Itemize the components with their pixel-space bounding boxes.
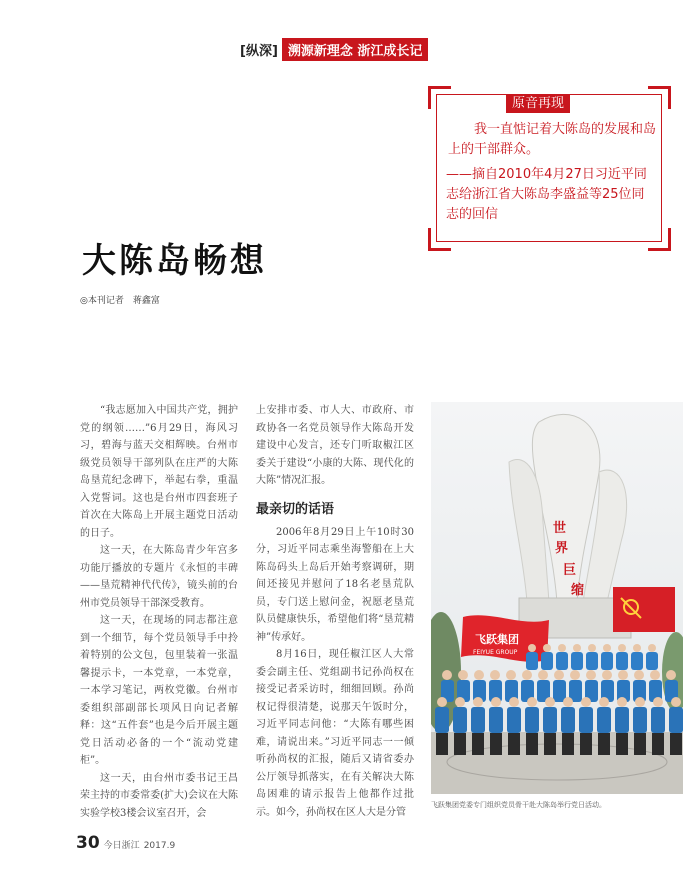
- photo-caption: 飞跃集团党委专门组织党员骨干赴大陈岛举行党日活动。: [431, 801, 606, 809]
- svg-text:缩: 缩: [571, 583, 585, 598]
- paragraph: “我志愿加入中国共产党，拥护党的纲领……”6月29日，海风习习，碧海与蓝天交相辉映。台州市级党员领导干部列队在庄严的大陈岛垦荒纪念碑下，举起右拳，重温入党誓词。这也是台州市四套班子首次在大陈岛上开展主题党日活动的日子。: [80, 405, 238, 539]
- banner-text: 飞跃集团: [475, 633, 519, 646]
- quote-source: ——摘自2010年4月27日习近平同志给浙江省大陈岛李盛益等25位同志的回信: [446, 167, 647, 222]
- page-footer: [76, 833, 175, 853]
- quote-corner: [428, 86, 451, 109]
- svg-text:巨: 巨: [563, 563, 577, 578]
- paragraph: 这一天，在现场的同志都注意到一个细节，每个党员领导手中拎着特别的公文包，包里装着一张温馨提示卡，一本党章，一本党章，一本学习笔记，两枚党徽。台州市委组织部副部长项风日向记者解释：这“五件套”也是今后开展主题党日活动必备的一个“流动党建柜”。: [80, 615, 238, 766]
- section-title: 溯源新理念 浙江成长记: [282, 38, 429, 61]
- section-header: [240, 38, 438, 60]
- article-column-1: [80, 402, 238, 822]
- quote-tag: 原音再现: [506, 95, 570, 113]
- quote-text: 我一直惦记着大陈岛的发展和岛上的干部群众。: [448, 122, 657, 157]
- paragraph: 8月16日，现任椒江区人大常委会副主任、党组副书记孙尚权在接受记者采访时，细细回顾。孙尚权记得很清楚，说那天午饭时分，习近平同志问他：“大陈有哪些困难，请说出来。”习近平同志一一倾听孙尚权的汇报，随后又请省委办公厅领导抓落实，在有关解决大陈岛困难的请示报告上他都作过批示。如今，孙尚权在区人大是分管: [256, 649, 414, 818]
- paragraph: 上安排市委、市人大、市政府、市政协各一名党员领导作大陈岛开发建设中心发言，还专门听取椒江区委关于建设“小康的大陈、现代化的大陈”情况汇报。: [256, 405, 414, 486]
- issue-date: 2017.9: [143, 841, 176, 851]
- subheading: 最亲切的话语: [256, 502, 335, 517]
- svg-text:界: 界: [555, 541, 569, 556]
- quote-corner: [428, 228, 451, 251]
- paragraph: 这一天，由台州市委书记王昌荣主持的市委常委(扩大)会议在大陈实验学校3楼会议室召开，会: [80, 772, 238, 819]
- photo-illustration: [431, 402, 683, 794]
- quote-corner: [648, 86, 671, 109]
- group-photo: [431, 402, 683, 794]
- page-number: 30: [76, 833, 100, 853]
- byline: ◎本刊记者 蒋鑫富: [80, 296, 160, 306]
- article-title: 大陈岛畅想: [82, 241, 267, 281]
- article-column-2: [256, 402, 414, 821]
- magazine-name: 今日浙江: [103, 841, 140, 851]
- paragraph: 2006年8月29日上午10时30分，习近平同志乘坐海警船在上大陈岛码头上岛后开始考察调研，期间还接见并慰问了18名老垦荒队员，专门送上慰问金，祝愿老垦荒队员健康快乐，希望他们将“垦荒精神”传承好。: [256, 526, 414, 643]
- section-label: [纵深]: [240, 43, 278, 59]
- banner-subtext: FEIYUE GROUP: [473, 649, 518, 656]
- svg-text:世: 世: [553, 521, 567, 536]
- paragraph: 这一天，在大陈岛青少年宫多功能厅播放的专题片《永恒的丰碑——垦荒精神代代传》，镜头前的台州市党员领导干部深受教育。: [80, 545, 238, 609]
- quote-corner: [648, 228, 671, 251]
